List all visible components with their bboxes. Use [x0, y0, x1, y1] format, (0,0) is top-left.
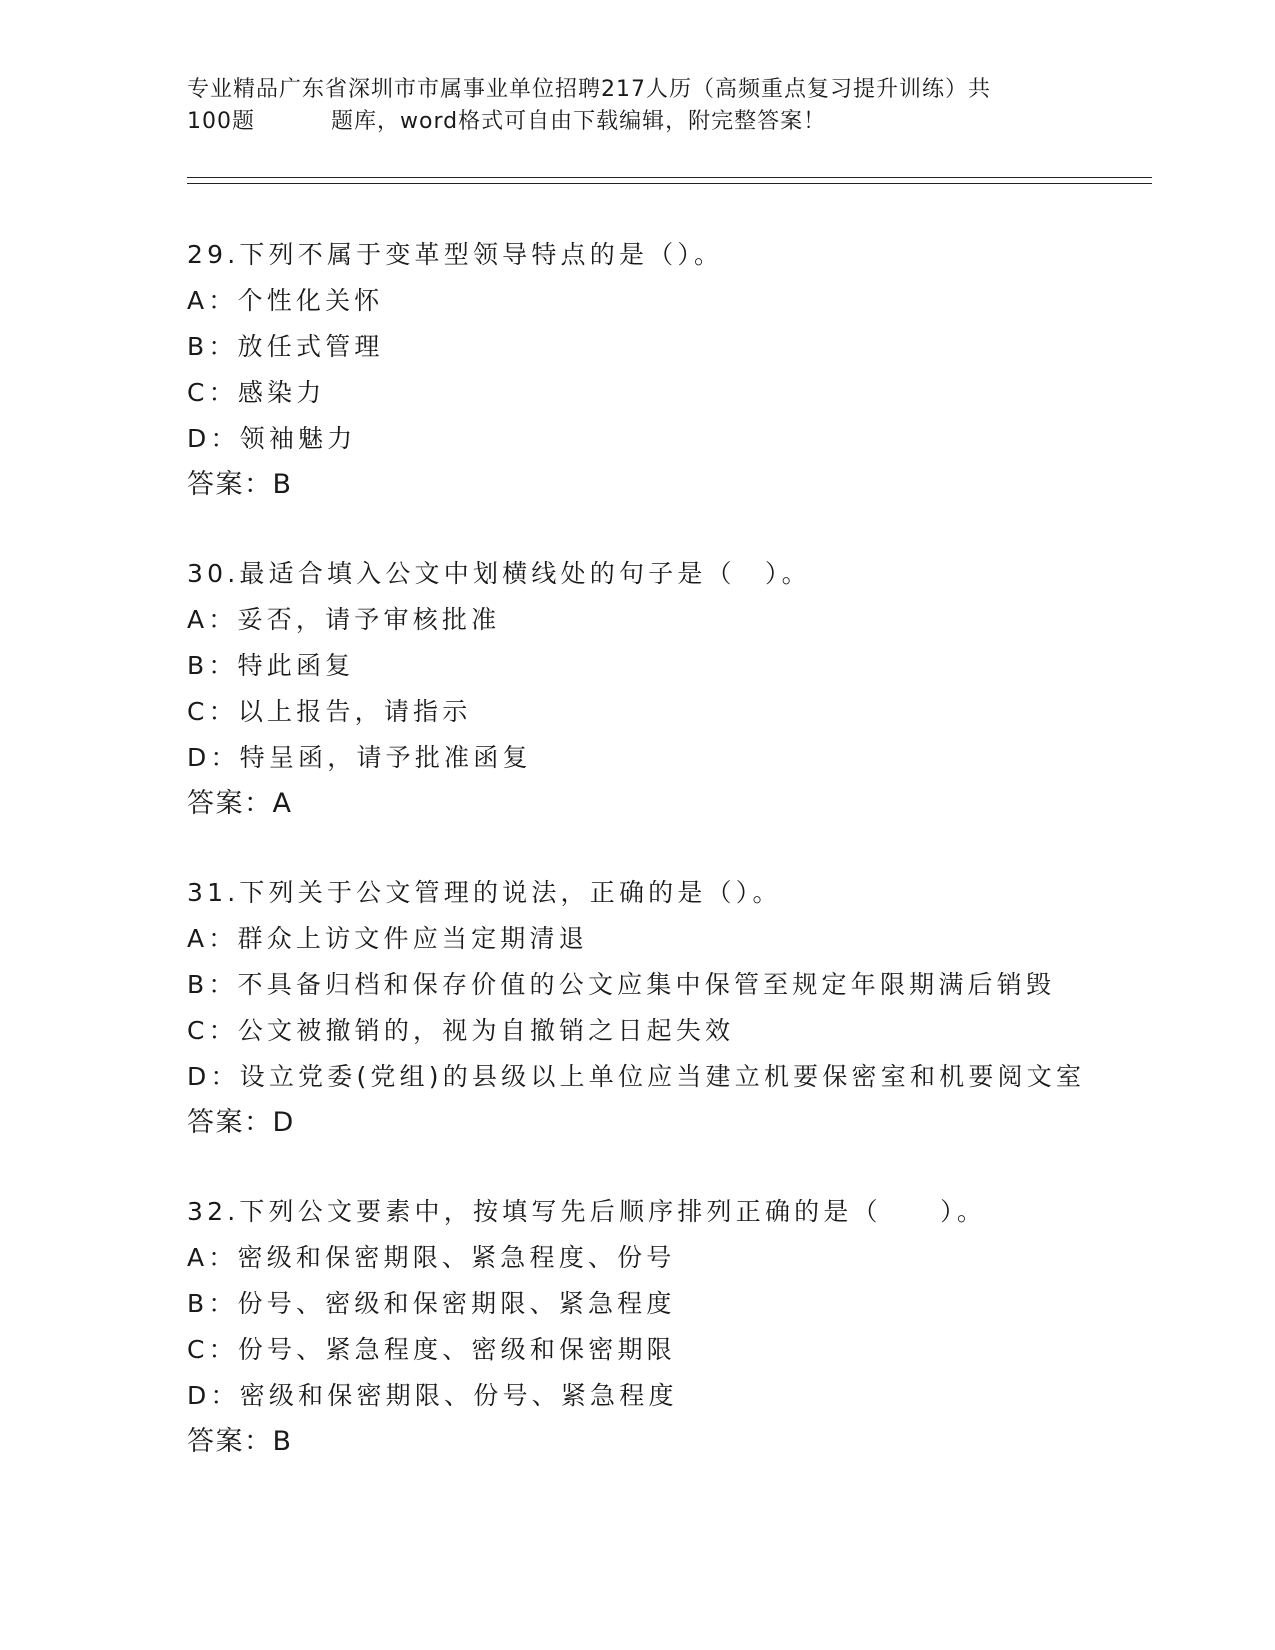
- option-a: A：个性化关怀: [187, 286, 384, 315]
- document-header: [187, 74, 1087, 138]
- header-title-line1: 专业精品广东省深圳市市属事业单位招聘217人历（高频重点复习提升训练）共: [187, 77, 991, 102]
- option-a: A：妥否，请予审核批准: [187, 605, 501, 634]
- option-b: B：份号、密级和保密期限、紧急程度: [187, 1289, 676, 1318]
- header-description: 题库，word格式可自由下载编辑，附完整答案！: [331, 109, 827, 134]
- option-c: C：份号、紧急程度、密级和保密期限: [187, 1335, 676, 1364]
- option-c: C：以上报告，请指示: [187, 697, 472, 726]
- option-c: C：感染力: [187, 378, 326, 407]
- question-29: [187, 232, 1167, 508]
- option-a: A：密级和保密期限、紧急程度、份号: [187, 1243, 676, 1272]
- question-31: [187, 870, 1167, 1146]
- question-32: [187, 1189, 1167, 1465]
- question-30: [187, 551, 1167, 827]
- question-stem: 32.下列公文要素中，按填写先后顺序排列正确的是（ ）。: [187, 1197, 987, 1226]
- option-d: D：特呈函，请予批准函复: [187, 743, 532, 772]
- answer-line: 答案：D: [187, 1107, 295, 1138]
- option-a: A：群众上访文件应当定期清退: [187, 924, 588, 953]
- header-question-count: 100题: [187, 109, 255, 134]
- option-b: B：不具备归档和保存价值的公文应集中保管至规定年限期满后销毁: [187, 970, 1056, 999]
- question-stem: 29.下列不属于变革型领导特点的是（）。: [187, 240, 724, 269]
- option-b: B：特此函复: [187, 651, 355, 680]
- option-c: C：公文被撤销的，视为自撤销之日起失效: [187, 1016, 735, 1045]
- question-stem: 30.最适合填入公文中划横线处的句子是（ ）。: [187, 559, 811, 588]
- question-stem: 31.下列关于公文管理的说法，正确的是（）。: [187, 878, 782, 907]
- header-divider-bottom: [187, 183, 1152, 184]
- header-divider-top: [187, 177, 1152, 178]
- option-b: B：放任式管理: [187, 332, 384, 361]
- option-d: D：设立党委(党组)的县级以上单位应当建立机要保密室和机要阅文室: [187, 1062, 1086, 1091]
- option-d: D：领袖魅力: [187, 424, 357, 453]
- answer-line: 答案：A: [187, 788, 293, 819]
- header-title-line2: [187, 106, 1087, 138]
- answer-line: 答案：B: [187, 1426, 293, 1457]
- option-d: D：密级和保密期限、份号、紧急程度: [187, 1381, 678, 1410]
- answer-line: 答案：B: [187, 469, 293, 500]
